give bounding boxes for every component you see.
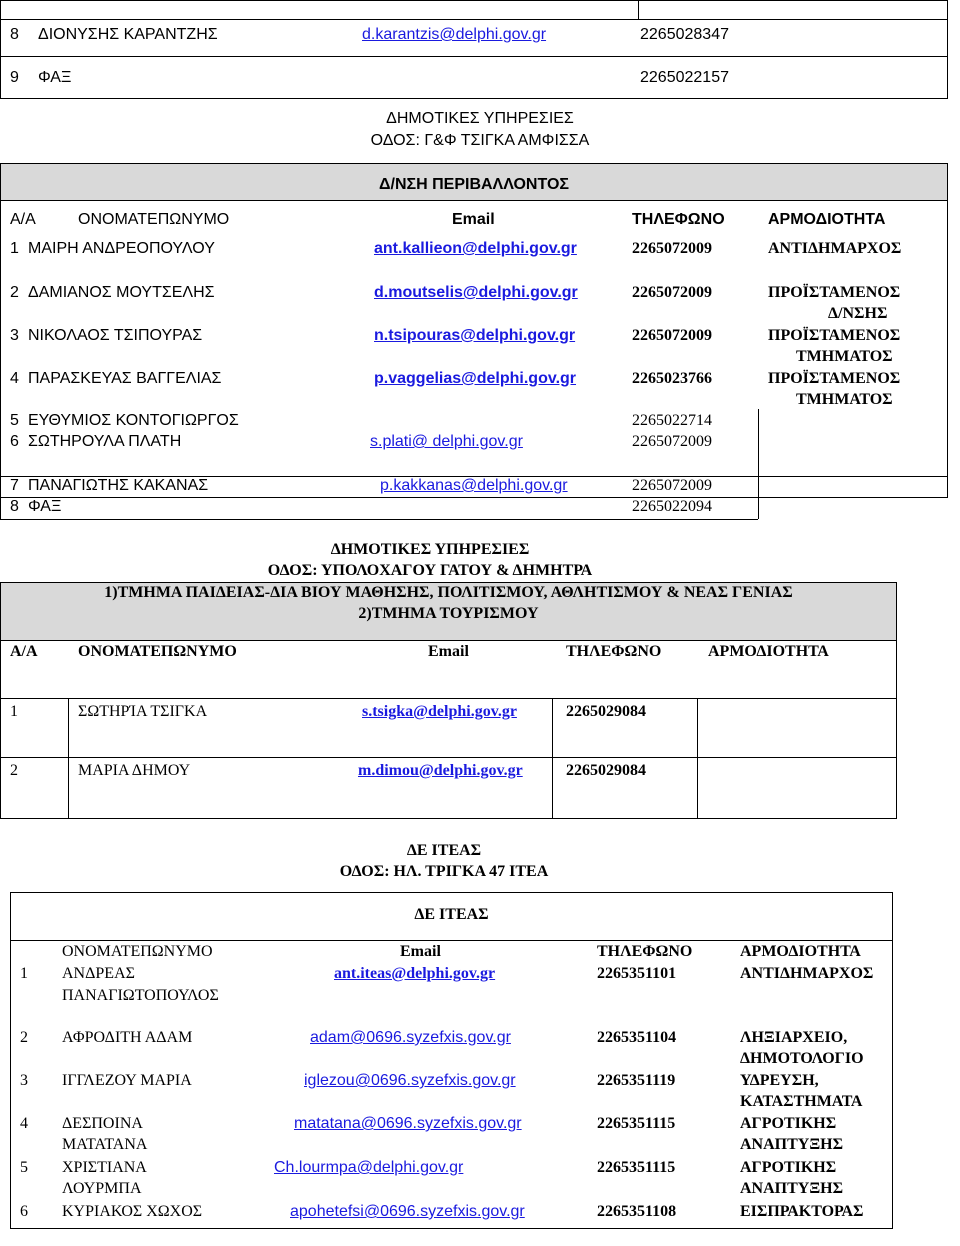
role-continued: ΤΜΗΜΑΤΟΣ [796, 348, 893, 365]
header-email: Email [428, 643, 469, 660]
email-link[interactable]: matatana@0696.syzefxis.gov.gr [294, 1115, 522, 1132]
header-name: ΟΝΟΜΑΤΕΠΩΝΥΜΟ [78, 643, 237, 660]
department-subtitle: 2)ΤΜΗΜΑ ΤΟΥΡΙΣΜΟΥ [358, 605, 539, 622]
contact-name-continued: ΠΑΝΑΓΙΩΤΟΠΟΥΛΟΣ [62, 987, 219, 1004]
phone-number: 2265028347 [640, 26, 729, 43]
row-number: 8 [10, 498, 19, 515]
role: ΠΡΟΪΣΤΑΜΕΝΟΣ [768, 327, 901, 344]
contact-name: ΧΡΙΣΤΙΑΝΑ [58, 1159, 147, 1176]
email-link[interactable]: n.tsipouras@delphi.gov.gr [374, 327, 576, 344]
email-link[interactable]: adam@0696.syzefxis.gov.gr [310, 1029, 511, 1046]
row-number: 5 [20, 1159, 28, 1176]
contact-name: ΚΥΡΙΑΚΟΣ ΧΩΧΟΣ [62, 1203, 203, 1220]
department-title: 1)ΤΜΗΜΑ ΠΑΙΔΕΙΑΣ-ΔΙΑ ΒΙΟΥ ΜΑΘΗΣΗΣ, ΠΟΛΙΤΙΣΜΟΥ, ΑΘΛΗΤΙΣΜΟΥ & ΝΕΑΣ ΓΕΝΙΑΣ [104, 584, 793, 601]
contact-name: ΦΑΞ [38, 69, 72, 86]
role: ΛΗΞΙΑΡΧΕΙΟ, [740, 1029, 848, 1046]
contact-name: ΔΕΣΠΟΙΝΑ [62, 1115, 143, 1132]
role-continued: Δ/ΝΣΗΣ [828, 305, 888, 322]
phone-number: 2265072009 [632, 477, 712, 494]
section-heading: ΔΗΜΟΤΙΚΕΣ ΥΠΗΡΕΣΙΕΣ [386, 110, 574, 127]
role-continued: ΔΗΜΟΤΟΛΟΓΙΟ [740, 1050, 864, 1067]
role-continued: ΑΝΑΠΤΥΞΗΣ [740, 1136, 844, 1153]
header-role: ΑΡΜΟΔΙΟΤΗΤΑ [740, 943, 861, 960]
section-heading: ΔΗΜΟΤΙΚΕΣ ΥΠΗΡΕΣΙΕΣ [330, 541, 530, 558]
row-number: 9 [10, 69, 19, 86]
header-email: Email [400, 943, 441, 960]
header-phone: ΤΗΛΕΦΩΝΟ [632, 211, 725, 228]
phone-number: 2265023766 [632, 370, 712, 387]
contact-name: ΣΩΤΗΡΊΑ ΤΣΙΓΚΑ [78, 703, 208, 720]
email-link[interactable]: apohetefsi@0696.syzefxis.gov.gr [290, 1203, 525, 1220]
row-number: 1 [10, 703, 18, 720]
header-phone: ΤΗΛΕΦΩΝΟ [566, 643, 662, 660]
contact-name: ΣΩΤΗΡΟΥΛΑ ΠΛΑΤΗ [28, 433, 182, 450]
phone-number: 2265022094 [632, 498, 712, 515]
role: ΑΝΤΙΔΗΜΑΡΧΟΣ [740, 965, 874, 982]
email-link[interactable]: m.dimou@delphi.gov.gr [358, 762, 523, 779]
header-phone: ΤΗΛΕΦΩΝΟ [597, 943, 693, 960]
email-link[interactable]: d.moutselis@delphi.gov.gr [374, 284, 578, 301]
phone-number: 2265022714 [632, 412, 712, 429]
contact-name: ΕΥΘΥΜΙΟΣ ΚΟΝΤΟΓΙΩΡΓΟΣ [28, 412, 239, 429]
row-number: 1 [20, 965, 28, 982]
contact-name: ΠΑΡΑΣΚΕΥΑΣ ΒΑΓΓΕΛΙΑΣ [28, 370, 222, 387]
phone-number: 2265072009 [632, 284, 712, 301]
email-link[interactable]: Ch.lourmpa@delphi.gov.gr [274, 1159, 464, 1176]
role-continued: ΤΜΗΜΑΤΟΣ [796, 391, 893, 408]
email-link[interactable]: s.tsigka@delphi.gov.gr [362, 703, 517, 720]
contact-name: ΙΓΓΛΕΖΟΥ ΜΑΡΙΑ [62, 1072, 192, 1089]
role: ΑΓΡΟΤΙΚΗΣ [740, 1115, 837, 1132]
role: ΠΡΟΪΣΤΑΜΕΝΟΣ [768, 370, 901, 387]
header-name: ΟΝΟΜΑΤΕΠΩΝΥΜΟ [78, 211, 230, 228]
phone-number: 2265022157 [640, 69, 729, 86]
row-number: 2 [10, 284, 19, 301]
section-address: ΟΔΟΣ: ΗΛ. ΤΡΙΓΚΑ 47 ΙΤΕΑ [339, 863, 549, 880]
phone-number: 2265351115 [597, 1159, 676, 1176]
contact-name: ΝΙΚΟΛΑΟΣ ΤΣΙΠΟΥΡΑΣ [28, 327, 203, 344]
contact-name: ΠΑΝΑΓΙΩΤΗΣ ΚΑΚΑΝΑΣ [28, 477, 209, 494]
phone-number: 2265351104 [597, 1029, 677, 1046]
email-link[interactable]: ant.kallieon@delphi.gov.gr [374, 240, 577, 257]
header-role: ΑΡΜΟΔΙΟΤΗΤΑ [708, 643, 829, 660]
role: ΠΡΟΪΣΤΑΜΕΝΟΣ [768, 284, 901, 301]
phone-number: 2265029084 [566, 762, 646, 779]
row-number: 7 [10, 477, 19, 494]
contact-name-continued: ΛΟΥΡΜΠΑ [62, 1180, 142, 1197]
row-number: 4 [20, 1115, 28, 1132]
role: ΥΔΡΕΥΣΗ, [740, 1072, 819, 1089]
table-title: ΔΕ ΙΤΕΑΣ [414, 906, 489, 923]
row-number: 6 [10, 433, 19, 450]
contact-name: ΑΝΔΡΕΑΣ [62, 965, 135, 982]
role: ΑΝΤΙΔΗΜΑΡΧΟΣ [768, 240, 902, 257]
section-address: ΟΔΟΣ: ΥΠΟΛΟΧΑΓΟΥ ΓΑΤΟΥ & ΔΗΜΗΤΡΑ [267, 562, 593, 579]
row-number: 1 [10, 240, 19, 257]
phone-number: 2265351119 [597, 1072, 676, 1089]
header-role: ΑΡΜΟΔΙΟΤΗΤΑ [768, 211, 886, 228]
contact-name-continued: ΜΑΤΑΤΑΝΑ [62, 1136, 148, 1153]
contact-name: ΦΑΞ [28, 498, 62, 515]
row-number: 2 [10, 762, 18, 779]
email-link[interactable]: p.vaggelias@delphi.gov.gr [374, 370, 577, 387]
contact-name: ΜΑΡΙΑ ΔΗΜΟΥ [78, 762, 191, 779]
role-continued: ΚΑΤΑΣΤΗΜΑΤΑ [740, 1093, 863, 1110]
header-number: Α/Α [10, 211, 36, 228]
header-number: Α/Α [10, 643, 38, 660]
contact-name: ΑΦΡΟΔΙΤΗ ΑΔΑΜ [62, 1029, 193, 1046]
row-number: 3 [10, 327, 19, 344]
row-number: 5 [10, 412, 19, 429]
row-number: 4 [10, 370, 19, 387]
section-address: ΟΔΟΣ: Γ&Φ ΤΣΙΓΚΑ ΑΜΦΙΣΣΑ [370, 132, 590, 149]
header-name: ΟΝΟΜΑΤΕΠΩΝΥΜΟ [62, 943, 213, 960]
header-email: Email [452, 211, 495, 228]
section-heading: ΔΕ ΙΤΕΑΣ [406, 842, 482, 859]
role: ΑΓΡΟΤΙΚΗΣ [740, 1159, 837, 1176]
phone-number: 2265072009 [632, 240, 712, 257]
row-number: 3 [20, 1072, 28, 1089]
phone-number: 2265351101 [597, 965, 677, 982]
phone-number: 2265351108 [597, 1203, 677, 1220]
email-link[interactable]: s.plati@ delphi.gov.gr [370, 433, 523, 450]
contact-name: ΔΑΜΙΑΝΟΣ ΜΟΥΤΣΕΛΗΣ [28, 284, 215, 301]
phone-number: 2265351115 [597, 1115, 676, 1132]
email-link[interactable]: p.kakkanas@delphi.gov.gr [380, 477, 568, 494]
role: ΕΙΣΠΡΑΚΤΟΡΑΣ [740, 1203, 864, 1220]
row-number: 8 [10, 26, 19, 43]
phone-number: 2265072009 [632, 433, 712, 450]
email-link[interactable]: ant.iteas@delphi.gov.gr [334, 965, 496, 982]
contact-name: ΔΙΟΝΥΣΗΣ ΚΑΡΑΝΤΖΗΣ [38, 26, 218, 43]
phone-number: 2265072009 [632, 327, 712, 344]
phone-number: 2265029084 [566, 703, 646, 720]
email-link[interactable]: iglezou@0696.syzefxis.gov.gr [304, 1072, 516, 1089]
email-link[interactable]: d.karantzis@delphi.gov.gr [362, 26, 547, 43]
role-continued: ΑΝΑΠΤΥΞΗΣ [740, 1180, 844, 1197]
row-number: 2 [20, 1029, 28, 1046]
contact-name: ΜΑΙΡΗ ΑΝΔΡΕΟΠΟΥΛΟΥ [28, 240, 215, 257]
row-number: 6 [20, 1203, 28, 1220]
table-title: Δ/ΝΣΗ ΠΕΡΙΒΑΛΛΟΝΤΟΣ [379, 176, 569, 193]
